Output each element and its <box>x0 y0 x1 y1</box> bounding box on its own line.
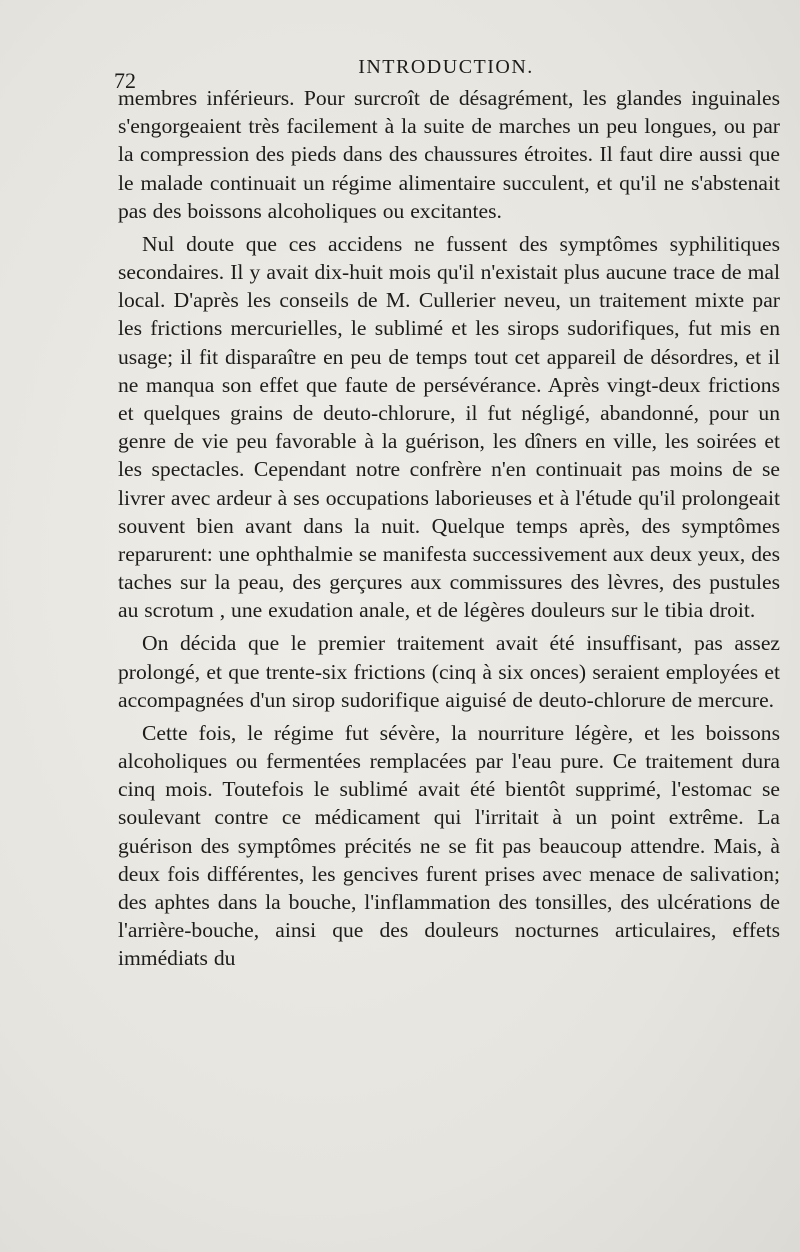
paragraph: Cette fois, le régime fut sévère, la nourriture légère, et les boissons alcoholiques ou fermentées remplacées par l'eau pure. Ce traitement dura cinq mois. Toutefois le sublimé avait été bientôt supprimé, l'estomac se soulevant contre ce médicament qui l'irritait à un point extrême. La guérison des symptômes précités ne se fit pas beaucoup attendre. Mais, à deux fois différentes, les gencives furent prises avec menace de salivation; des aphtes dans la bouche, l'inflammation des tonsilles, des ulcérations de l'arrière-bouche, ainsi que des douleurs nocturnes articulaires, effets immédiats du <box>118 720 780 971</box>
paragraph: On décida que le premier traitement avait été insuffisant, pas assez prolongé, et que trente-six frictions (cinq à six onces) seraient employées et accompagnées d'un sirop sudorifique aiguisé de deuto-chlorure de mercure. <box>118 631 780 712</box>
body-text <box>118 84 780 977</box>
running-head: INTRODUCTION. <box>358 56 534 78</box>
paragraph: Nul doute que ces accidens ne fussent des symptômes syphilitiques secondaires. Il y avait dix-huit mois qu'il n'existait plus aucune trace de mal local. D'après les conseils de M. Cullerier neveu, un traitement mixte par les frictions mercurielles, le sublimé et les sirops sudorifiques, fut mis en usage; il fit disparaître en peu de temps tout cet appareil de désordres, et il ne manqua son effet que faute de persévérance. Après vingt-deux frictions et quelques grains de deuto-chlorure, il fut négligé, abandonné, pour un genre de vie peu favorable à la guérison, les dîners en ville, les soirées et les spectacles. Cependant notre confrère n'en continuait pas moins de se livrer avec ardeur à ses occupations laborieuses et à l'étude qu'il prolongeait souvent bien avant dans la nuit. Quelque temps après, des symptômes reparurent: une ophthalmie se manifesta successivement aux deux yeux, des taches sur la peau, des gerçures aux commissures des lèvres, des pustules au scrotum , une exudation anale, et de légères douleurs sur le tibia droit. <box>118 231 780 623</box>
paragraph-continuation: membres inférieurs. Pour surcroît de désagrément, les glandes inguinales s'engorgeaient très facilement à la suite de marches un peu longues, ou par la compression des pieds dans des chaussures étroites. Il faut dire aussi que le malade continuait un régime alimentaire succulent, et qu'il ne s'abstenait pas des boissons alcoholiques ou excitantes. <box>118 86 780 223</box>
page-number: 72 <box>114 68 136 93</box>
